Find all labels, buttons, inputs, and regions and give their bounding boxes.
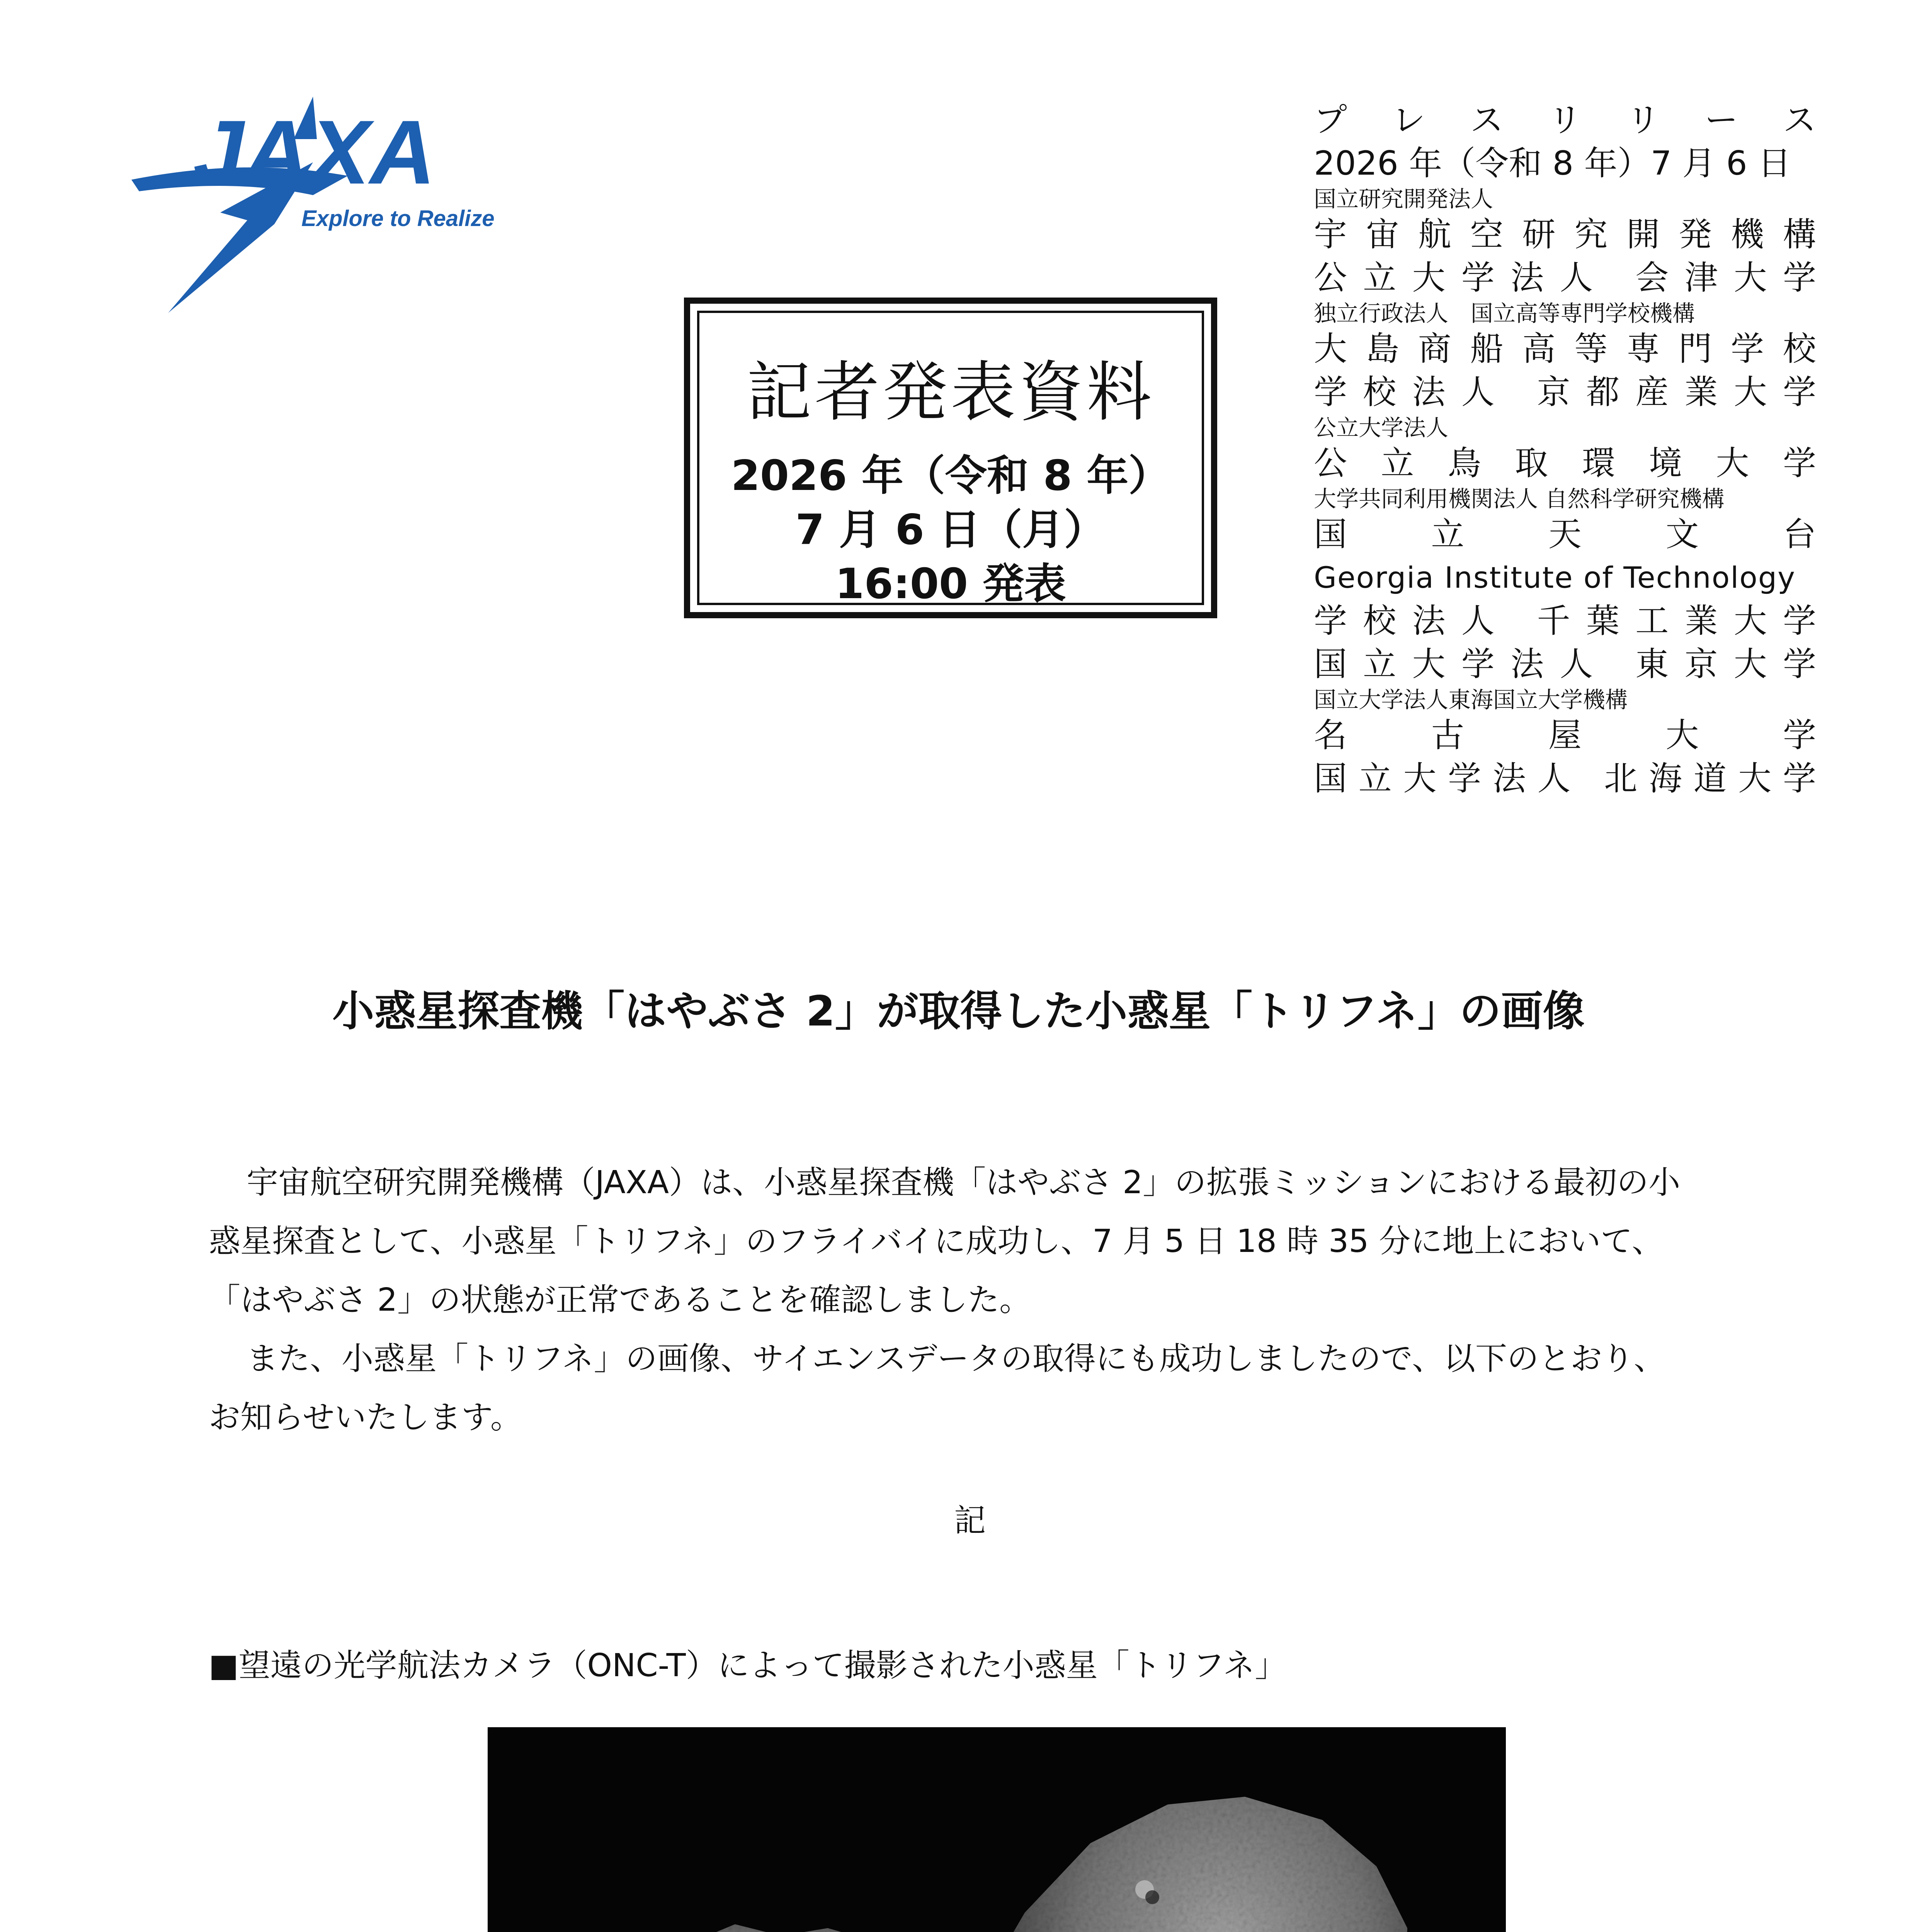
issuer-list — [1314, 99, 1816, 800]
logo-wordmark: JAXA — [193, 101, 435, 203]
issuer-line: 国立研究開発法人 — [1314, 186, 1493, 212]
issuer-line: 公 立 大 学 法 人 会 津 大 学 — [1314, 259, 1816, 297]
press-box-time: 16:00 発表 — [835, 560, 1066, 608]
issuer-line: 国 立 天 文 台 — [1314, 515, 1816, 554]
body-text — [209, 1153, 1696, 1447]
issuer-line: 大 島 商 船 高 等 専 門 学 校 — [1314, 330, 1816, 368]
ki-marker: 記 — [954, 1502, 986, 1539]
asteroid-image — [488, 1727, 1506, 1932]
press-box-date: 7 月 6 日（月） — [795, 506, 1106, 554]
issuer-line: 公 立 鳥 取 環 境 大 学 — [1314, 444, 1816, 483]
issuer-line: 学 校 法 人 京 都 産 業 大 学 — [1314, 373, 1816, 412]
issuer-line: 公立大学法人 — [1314, 415, 1449, 441]
issuer-line: 国 立 大 学 法 人 北 海 道 大 学 — [1314, 759, 1816, 798]
press-box-year: 2026 年（令和 8 年） — [731, 452, 1170, 500]
document-title: 小惑星探査機「はやぶさ 2」が取得した小惑星「トリフネ」の画像 — [332, 987, 1585, 1036]
issuer-line: プ レ ス リ リ ー ス — [1314, 101, 1816, 139]
jaxa-logo-graphic — [131, 97, 541, 321]
press-material-box — [684, 298, 1217, 618]
issuer-line: 大学共同利用機関法人 自然科学研究機構 — [1314, 486, 1725, 512]
logo-tagline: Explore to Realize — [301, 206, 495, 231]
body-paragraph-2: また、小惑星「トリフネ」の画像、サイエンスデータの取得にも成功しましたので、以下のとおり、お知らせいたします。 — [209, 1340, 1665, 1436]
issuer-line: 宇 宙 航 空 研 究 開 発 機 構 — [1314, 215, 1816, 254]
issuer-line: Georgia Institute of Technology — [1314, 560, 1796, 595]
issuer-line: 独立行政法人 国立高等専門学校機構 — [1314, 300, 1695, 327]
issuer-line: 国立大学法人東海国立大学機構 — [1314, 687, 1628, 713]
jaxa-logo — [131, 97, 541, 321]
issuer-line: 国 立 大 学 法 人 東 京 大 学 — [1314, 645, 1816, 684]
asteroid-photo-graphic — [488, 1727, 1506, 1932]
body-paragraph-1: 宇宙航空研究開発機構（JAXA）は、小惑星探査機「はやぶさ 2」の拡張ミッションにおける最初の小惑星探査として、小惑星「トリフネ」のフライバイに成功し、7 月 5 日 18 時 35 分に地上において、「はやぶさ 2」の状態が正常であることを確認しました。 — [209, 1164, 1681, 1318]
issuer-line: 学 校 法 人 千 葉 工 業 大 学 — [1314, 602, 1816, 640]
image-caption: ■望遠の光学航法カメラ（ONC-T）によって撮影された小惑星「トリフネ」 — [209, 1647, 1287, 1684]
press-box-title: 記者発表資料 — [747, 354, 1155, 430]
issuer-line: 2026 年（令和 8 年）7 月 6 日 — [1314, 144, 1791, 183]
issuer-line: 名 古 屋 大 学 — [1314, 716, 1816, 755]
